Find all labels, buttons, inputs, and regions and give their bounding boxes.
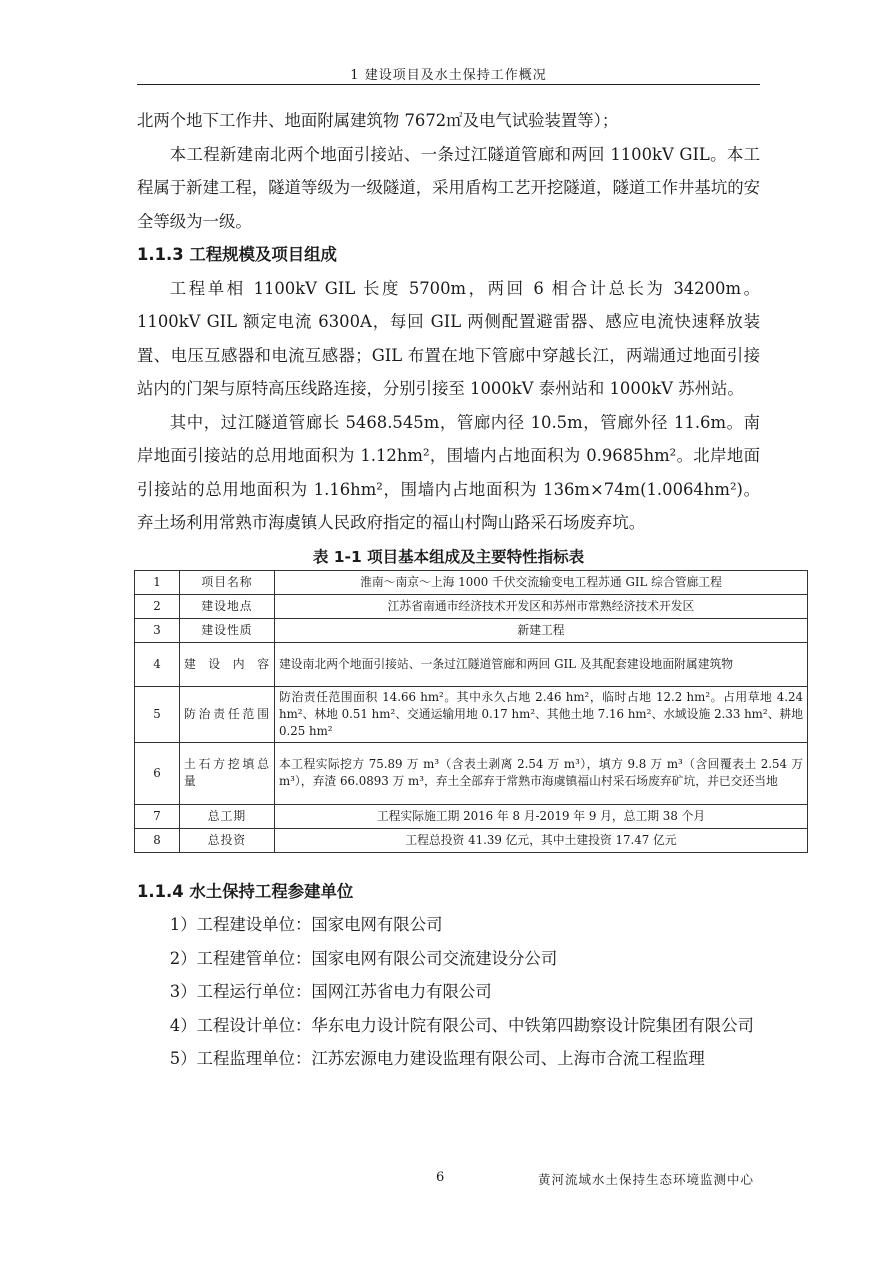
row-number: 2 xyxy=(135,594,180,618)
row-number: 7 xyxy=(135,804,180,828)
table-row xyxy=(135,642,808,686)
table-row xyxy=(135,828,808,852)
row-number: 5 xyxy=(135,686,180,742)
list-item: 1）工程建设单位：国家电网有限公司 xyxy=(169,915,443,934)
row-value: 淮南～南京～上海 1000 千伏交流输变电工程苏通 GIL 综合管廊工程 xyxy=(275,570,808,594)
paragraph-4: 其中，过江隧道管廊长 5468.545m，管廊内径 10.5m，管廊外径 11.6m。南岸地面引接站的总用地面积为 1.12hm²，围墙内占地面积为 0.9685hm²。北岸地面引接站的总用地面积为 1.16hm²，围墙内占地面积为 136m×74m(1.0064hm²)。弃土场利用常熟市海虞镇人民政府指定的福山村陶山路采石场废弃坑。 xyxy=(137,412,760,532)
table-row xyxy=(135,742,808,804)
section-heading-1-1-4: 1.1.4 水土保持工程参建单位 xyxy=(137,881,354,901)
paragraph-2: 本工程新建南北两个地面引接站、一条过江隧道管廊和两回 1100kV GIL。本工程属于新建工程，隧道等级为一级隧道，采用盾构工艺开挖隧道，隧道工作井基坑的安全等级为一级。 xyxy=(137,144,760,231)
row-number: 8 xyxy=(135,828,180,852)
section-heading-1-1-3: 1.1.3 工程规模及项目组成 xyxy=(137,245,337,264)
row-name: 土石方挖填总量 xyxy=(180,742,275,804)
list-item: 4）工程设计单位：华东电力设计院有限公司、中铁第四勘察设计院集团有限公司 xyxy=(169,1015,754,1035)
row-value: 工程总投资 41.39 亿元，其中土建投资 17.47 亿元 xyxy=(275,828,808,852)
row-number: 1 xyxy=(135,570,180,594)
row-number: 3 xyxy=(135,618,180,642)
row-value: 建设南北两个地面引接站、一条过江隧道管廊和两回 GIL 及其配套建设地面附属建筑物 xyxy=(275,642,808,686)
spec-table xyxy=(134,570,808,853)
paragraph-3: 工程单相 1100kV GIL 长度 5700m，两回 6 相合计总长为 34200m。1100kV GIL 额定电流 6300A，每回 GIL 两侧配置避雷器、感应电流快速释放装置、电压互感器和电流互感器；GIL 布置在地下管廊中穿越长江，两端通过地面引接站内的门架与原特高压线路连接，分别引接至 1000kV 泰州站和 1000kV 苏州站。 xyxy=(137,278,760,398)
footer-organization: 黄河流域水土保持生态环境监测中心 xyxy=(538,1172,755,1187)
row-value: 防治责任范围面积 14.66 hm²。其中永久占地 2.46 hm²，临时占地 12.2 hm²。占用草地 4.24 hm²、林地 0.51 hm²、交通运输用地 0.17 hm²、其他土地 7.16 hm²、水域设施 2.33 hm²、耕地 0.25 hm² xyxy=(275,686,808,742)
table-caption: 表 1-1 项目基本组成及主要特性指标表 xyxy=(312,547,585,566)
list-item: 2）工程建管单位：国家电网有限公司交流建设分公司 xyxy=(169,948,558,968)
table-row xyxy=(135,594,808,618)
list-item: 5）工程监理单位：江苏宏源电力建设监理有限公司、上海市合流工程监理 xyxy=(169,1049,705,1068)
page-number: 6 xyxy=(436,1170,445,1185)
page-content xyxy=(137,104,803,1076)
row-value: 新建工程 xyxy=(275,618,808,642)
table-row xyxy=(135,570,808,594)
table-row xyxy=(135,804,808,828)
row-name: 总工期 xyxy=(180,804,275,828)
row-name: 建设内容 xyxy=(180,642,275,686)
table-row xyxy=(135,686,808,742)
row-name: 建设地点 xyxy=(180,594,275,618)
paragraph-1: 北两个地下工作井、地面附属建筑物 7672㎡及电气试验装置等）； xyxy=(137,111,619,130)
row-value: 本工程实际挖方 75.89 万 m³（含表土剥离 2.54 万 m³），填方 9.8 万 m³（含回覆表土 2.54 万 m³），弃渣 66.0893 万 m³，弃土全部弃于常熟市海虞镇福山村采石场废弃矿坑，并已交还当地 xyxy=(275,742,808,804)
table-row xyxy=(135,618,808,642)
row-value: 工程实际施工期 2016 年 8 月-2019 年 9 月，总工期 38 个月 xyxy=(275,804,808,828)
running-header: 1 建设项目及水土保持工作概况 xyxy=(350,68,547,83)
row-name: 总投资 xyxy=(180,828,275,852)
row-name: 建设性质 xyxy=(180,618,275,642)
row-number: 6 xyxy=(135,742,180,804)
row-name: 防治责任范围 xyxy=(180,686,275,742)
row-name: 项目名称 xyxy=(180,570,275,594)
header-rule xyxy=(137,84,760,85)
list-item: 3）工程运行单位：国网江苏省电力有限公司 xyxy=(169,982,492,1001)
row-value: 江苏省南通市经济技术开发区和苏州市常熟经济技术开发区 xyxy=(275,594,808,618)
row-number: 4 xyxy=(135,642,180,686)
